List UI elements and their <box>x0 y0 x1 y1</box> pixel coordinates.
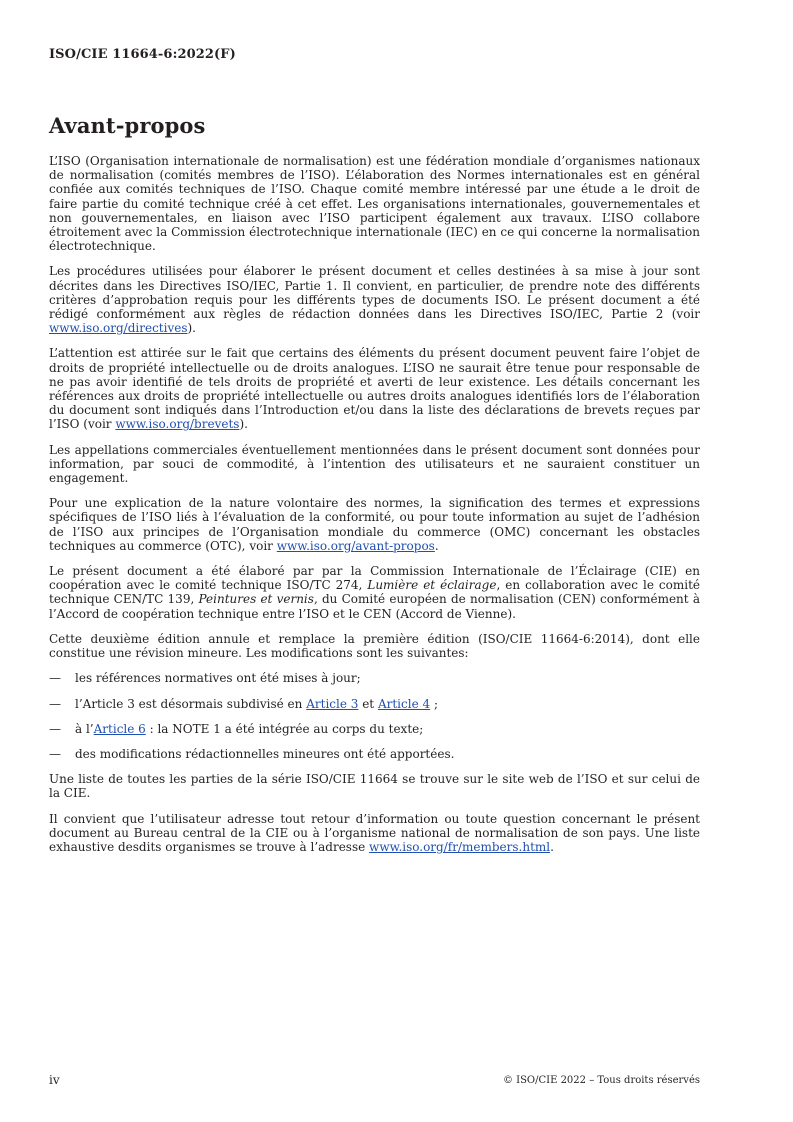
paragraph-text: L’attention est attirée sur le fait que certains des éléments du présent document peuvent faire l’objet de droits de propriété intellectuelle ou de droits analogues. L’ISO ne saurait être tenue pour responsable de ne pas avoir identifié de tels droits de propriété et averti de leur existence. Les détails concernant les références aux droits de propriété intellectuelle ou autres droits analogues identifiés lors de l’élaboration du document sont indiqués dans l’Introduction et/ou dans la liste des déclarations de brevets reçues par l’ISO (voir <box>49 346 700 432</box>
list-item <box>49 722 700 736</box>
list-item <box>49 671 700 685</box>
paragraph-text: L’ISO (Organisation internationale de normalisation) est une fédération mondiale d’organismes nationaux de normalisation (comités membres de l’ISO). L’élaboration des Normes internationales est en général confiée aux comités techniques de l’ISO. Chaque comité membre intéressé par une étude a le droit de faire partie du comité technique créé à cet effet. Les organisations internationales, gouvernementales et non gouvernementales, en liaison avec l’ISO participent également aux travaux. L’ISO collabore étroitement avec la Commission électrotechnique internationale (IEC) en ce qui concerne la normalisation électrotechnique. <box>49 154 700 254</box>
paragraph-text: , du Comité européen de normalisation (CEN) conformément à l’Accord de coopération technique entre l’ISO et le CEN (Accord de Vienne). <box>49 592 700 621</box>
paragraph-voluntary-nature <box>49 496 700 553</box>
paragraph-feedback <box>49 812 700 855</box>
paragraph-text: Les procédures utilisées pour élaborer le présent document et celles destinées à sa mise à jour sont décrites dans les Directives ISO/IEC, Partie 1. Il convient, en particulier, de prendre note des différents critères d’approbation requis pour les différents types de documents ISO. Le présent document a été rédigé conformément aux règles de rédaction données dans les Directives ISO/IEC, Partie 2 (voir <box>49 264 700 322</box>
foreword-link[interactable]: www.iso.org/avant-propos <box>276 538 435 553</box>
list-item-text: : la NOTE 1 a été intégrée au corps du texte; <box>145 721 424 736</box>
list-item-text: à l’ <box>75 721 94 736</box>
dash-bullet: — <box>49 746 61 761</box>
list-item-text: des modifications rédactionnelles mineures ont été apportées. <box>75 746 455 761</box>
directives-link[interactable]: www.iso.org/directives <box>49 321 188 336</box>
paragraph-trade-names <box>49 443 700 486</box>
paragraph-procedures <box>49 264 700 335</box>
paragraph-text: Une liste de toutes les parties de la série ISO/CIE 11664 se trouve sur le site web de l’ISO et sur celui de la CIE. <box>49 772 700 801</box>
paragraph-text: Il convient que l’utilisateur adresse tout retour d’information ou toute question concernant le présent document au Bureau central de la CIE ou à l’organisme national de normalisation de son pays. Une liste exhaustive desdits organismes se trouve à l’adresse <box>49 811 700 854</box>
document-id-header: ISO/CIE 11664-6:2022(F) <box>49 47 236 62</box>
paragraph-text-end: . <box>550 839 554 854</box>
article-4-link[interactable]: Article 4 <box>377 696 431 711</box>
paragraph-edition <box>49 632 700 660</box>
paragraph-committee <box>49 564 700 621</box>
page-number: iv <box>49 1073 60 1087</box>
list-item-text: l’Article 3 est désormais subdivisé en <box>75 696 307 711</box>
paragraph-text: Les appellations commerciales éventuellement mentionnées dans le présent document sont données pour information, par souci de commodité, à l’intention des utilisateurs et ne sauraient constituer un engagement. <box>49 442 700 486</box>
paragraph-text-end: ). <box>187 321 196 336</box>
article-3-link[interactable]: Article 3 <box>306 696 359 711</box>
page-title: Avant-propos <box>49 113 206 138</box>
paragraph-iso-intro <box>49 154 700 253</box>
copyright-notice: © ISO/CIE 2022 – Tous droits réservés <box>502 1075 700 1086</box>
dash-bullet: — <box>49 721 61 736</box>
dash-bullet: — <box>49 671 61 686</box>
list-item-text: les références normatives ont été mises à jour; <box>75 671 361 686</box>
patents-link[interactable]: www.iso.org/brevets <box>115 417 240 432</box>
paragraph-text-end: ). <box>239 417 248 432</box>
list-item-text: et <box>358 696 378 711</box>
dash-bullet: — <box>49 696 61 711</box>
list-item <box>49 747 700 761</box>
paragraph-text-end: . <box>434 538 439 553</box>
list-item <box>49 697 700 711</box>
committee-name-italic: Peintures et vernis <box>198 592 314 607</box>
article-6-link[interactable]: Article 6 <box>93 721 146 736</box>
paragraph-text: , en collaboration avec le comité technique CEN/TC 139, <box>49 578 701 607</box>
members-link[interactable]: www.iso.org/fr/members.html <box>369 839 551 854</box>
list-item-text: ; <box>430 696 438 711</box>
document-body <box>49 154 700 865</box>
paragraph-series <box>49 772 700 800</box>
paragraph-text: Pour une explication de la nature volontaire des normes, la signification des termes et expressions spécifiques de l’ISO liés à l’évaluation de la conformité, ou pour toute information au sujet de l’adhésion de l’ISO aux principes de l’Organisation mondiale du commerce (OMC) concernant les obstacles techniques au commerce (OTC), voir <box>49 496 700 553</box>
committee-name-italic: Lumière et éclairage <box>367 578 497 593</box>
paragraph-patents <box>49 346 700 431</box>
paragraph-text: Le présent document a été élaboré par par la Commission Internationale de l’Éclairage (CIE) en coopération avec le comité technique ISO/TC 274, <box>49 564 700 593</box>
paragraph-text: Cette deuxième édition annule et remplace la première édition (ISO/CIE 11664-6:2014), dont elle constitue une révision mineure. Les modifications sont les suivantes: <box>49 631 700 661</box>
